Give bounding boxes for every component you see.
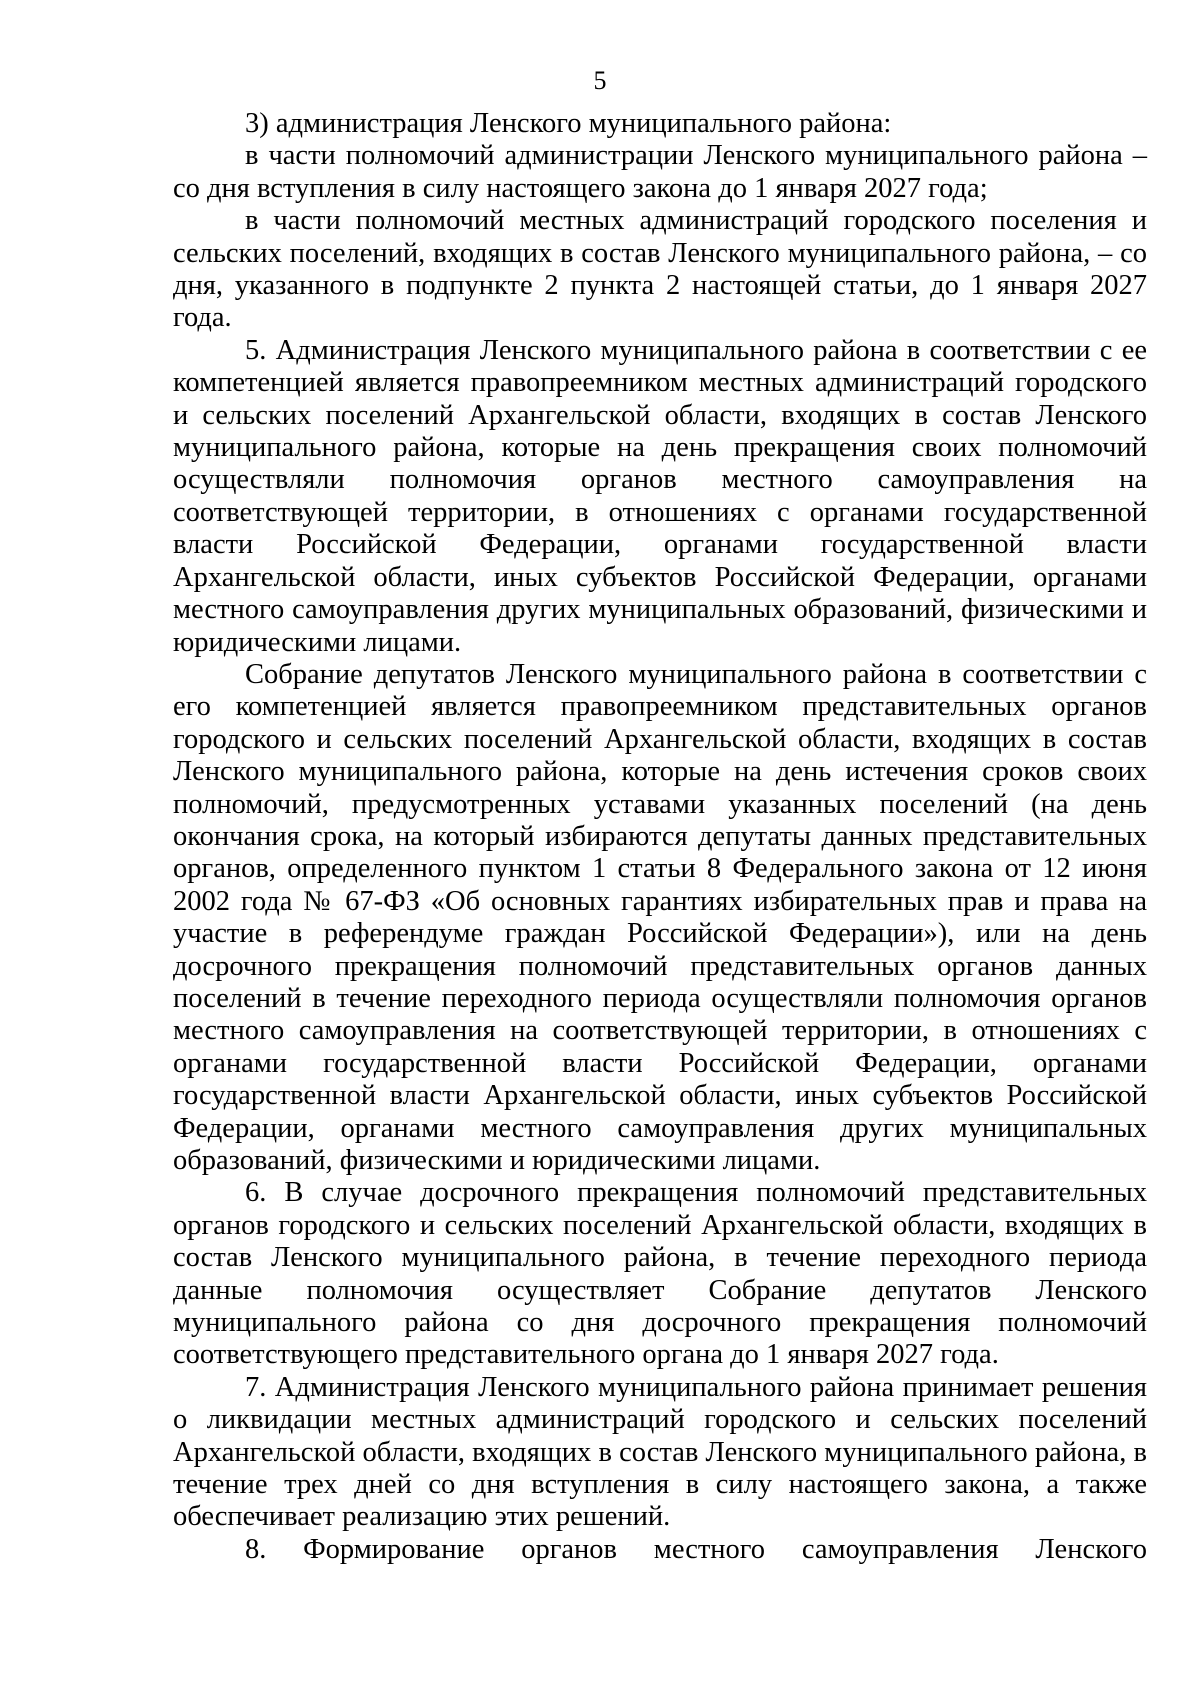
paragraph-item-5: 5. Администрация Ленского муниципального района в соответствии с ее компетенцией является правопреемником местных администраций городского и сельских поселений Архангельской области, входящих в состав Ленского муниципального района, которые на день прекращения своих полномочий осуществляли полномочия органов местного самоуправления на соответствующей территории, в отношениях с органами государственной власти Российской Федерации, органами государственной власти Архангельской области, иных субъектов Российской Федерации, органами местного самоуправления других муниципальных образований, физическими и юридическими лицами. <box>173 334 1147 658</box>
paragraph-local-administrations: в части полномочий местных администраций городского поселения и сельских поселений, входящих в состав Ленского муниципального района, – со дня, указанного в подпункте 2 пункта 2 настоящей статьи, до 1 января 2027 года. <box>173 205 1147 334</box>
document-body <box>173 108 1147 1566</box>
paragraph-item-7: 7. Администрация Ленского муниципального района принимает решения о ликвидации местных администраций городского и сельских поселений Архангельской области, входящих в состав Ленского муниципального района, в течение трех дней со дня вступления в силу настоящего закона, а также обеспечивает реализацию этих решений. <box>173 1371 1147 1533</box>
paragraph-district-administration: в части полномочий администрации Ленского муниципального района – со дня вступления в силу настоящего закона до 1 января 2027 года; <box>173 140 1147 204</box>
paragraph-item-6: 6. В случае досрочного прекращения полномочий представительных органов городского и сельских поселений Архангельской области, входящих в состав Ленского муниципального района, в течение переходного периода данные полномочия осуществляет Собрание депутатов Ленского муниципального района со дня досрочного прекращения полномочий соответствующего представительного органа до 1 января 2027 года. <box>173 1177 1147 1371</box>
paragraph-assembly-succession: Собрание депутатов Ленского муниципального района в соответствии с его компетенцией является правопреемником представительных органов городского и сельских поселений Архангельской области, входящих в состав Ленского муниципального района, которые на день истечения сроков своих полномочий, предусмотренных уставами указанных поселений (на день окончания срока, на который избираются депутаты данных представительных органов, определенного пунктом 1 статьи 8 Федерального закона от 12 июня 2002 года № 67-ФЗ «Об основных гарантиях избирательных прав и права на участие в референдуме граждан Российской Федерации»), или на день досрочного прекращения полномочий представительных органов данных поселений в течение переходного периода осуществляли полномочия органов местного самоуправления на соответствующей территории, в отношениях с органами государственной власти Российской Федерации, органами государственной власти Архангельской области, иных субъектов Российской Федерации, органами местного самоуправления других муниципальных образований, физическими и юридическими лицами. <box>173 658 1147 1176</box>
page-number: 5 <box>593 66 607 95</box>
paragraph-item-8: 8. Формирование органов местного самоуправления Ленского <box>245 1533 1147 1565</box>
paragraph-subitem-3: 3) администрация Ленского муниципального района: <box>245 108 892 139</box>
